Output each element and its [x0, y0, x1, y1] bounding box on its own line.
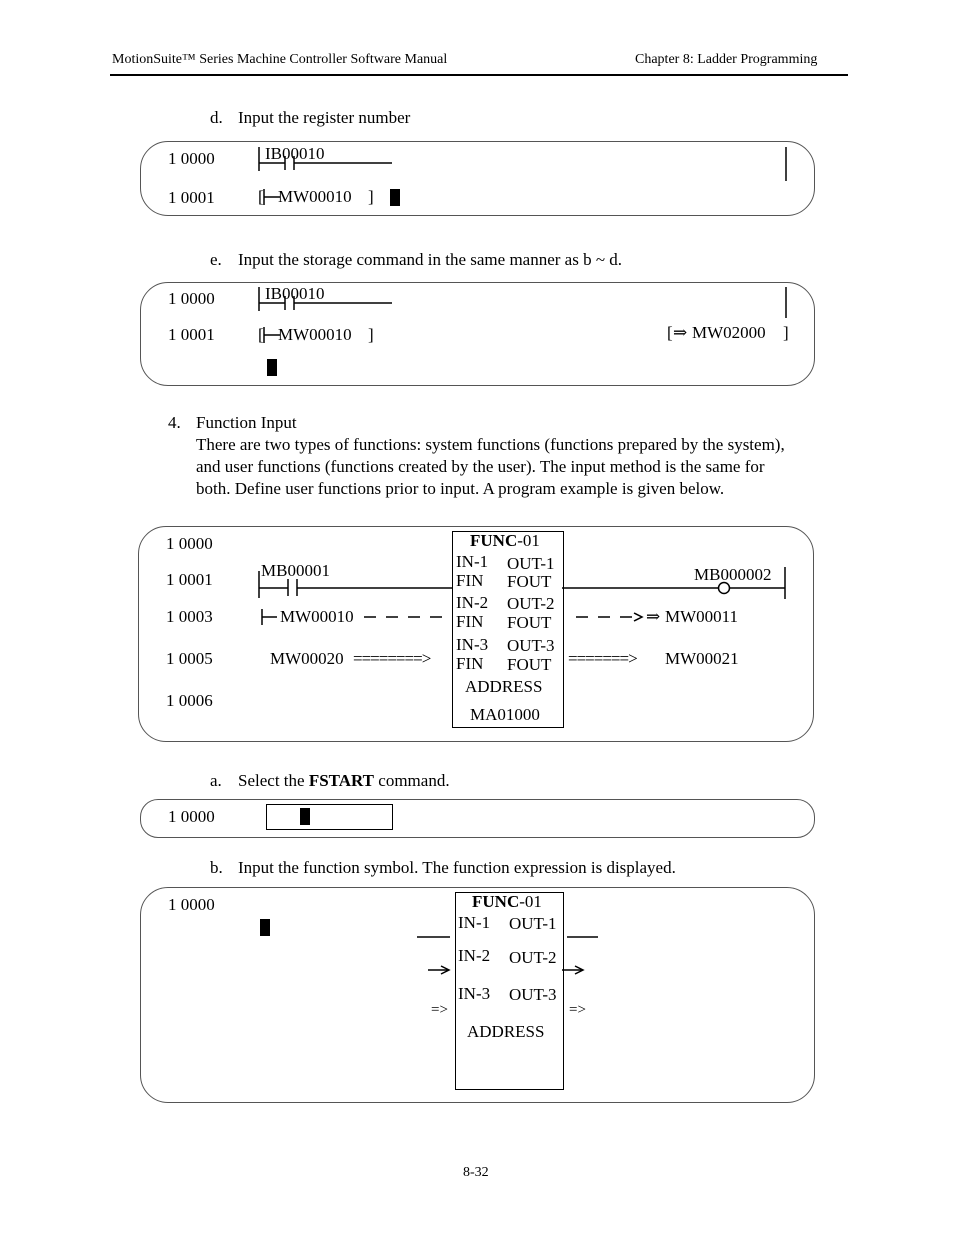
function-address-label: ADDRESS: [467, 1022, 545, 1041]
step-a-text: Select the FSTART command.: [238, 771, 450, 790]
row-number: 1 0000: [168, 289, 215, 308]
section-paragraph-line: There are two types of functions: system functions (functions prepared by the system),: [196, 435, 785, 454]
row-number: 1 0000: [168, 895, 215, 914]
row-number: 1 0006: [166, 691, 213, 710]
function-name: FUNC-01: [472, 892, 542, 911]
function-port: OUT-1: [507, 554, 555, 573]
function-port: FIN: [456, 571, 484, 590]
contact-label: MB00001: [261, 561, 330, 580]
function-port: IN-2: [458, 946, 491, 965]
step-e-label: e.: [210, 250, 222, 269]
store-open-bracket: [: [667, 323, 673, 342]
section-number: 4.: [168, 413, 181, 432]
function-port: OUT-3: [509, 985, 557, 1004]
function-port: IN-1: [456, 552, 489, 571]
store-register: MW02000: [692, 323, 766, 342]
in3-arrow: =>: [431, 1002, 448, 1018]
load-close-bracket: ]: [368, 325, 374, 344]
function-port: OUT-3: [507, 636, 555, 655]
function-port: IN-2: [456, 593, 489, 612]
in2-register: MW00010: [280, 607, 354, 626]
arrow-icon: [634, 613, 642, 621]
out3-arrow: =>: [569, 1002, 586, 1018]
store-close-bracket: ]: [783, 323, 789, 342]
step-d-text: Input the register number: [238, 108, 411, 127]
step-b-text: Input the function symbol. The function expression is displayed.: [238, 858, 676, 877]
row-number: 1 0005: [166, 649, 213, 668]
function-port: FIN: [456, 612, 484, 631]
coil-icon: [719, 583, 730, 594]
row-number: 1 0000: [168, 149, 215, 168]
row-number: 1 0001: [166, 570, 213, 589]
contact-label: IB00010: [265, 284, 325, 303]
section-title: Function Input: [196, 413, 297, 432]
section-paragraph-line: both. Define user functions prior to input. A program example is given below.: [196, 479, 725, 498]
row-number: 1 0001: [168, 188, 215, 207]
step-d-label: d.: [210, 108, 223, 127]
store-arrow: ⇒: [673, 323, 688, 342]
in3-arrow: ========>: [353, 649, 431, 668]
page-number: 8-32: [463, 1165, 489, 1180]
row-number: 1 0001: [168, 325, 215, 344]
function-port: IN-3: [458, 984, 491, 1003]
contact-label: IB00010: [265, 144, 325, 163]
section-paragraph-line: and user functions (functions created by the user). The input method is the same for: [196, 457, 765, 476]
function-port: IN-1: [458, 913, 491, 932]
function-name: FUNC-01: [470, 531, 540, 550]
function-port: IN-3: [456, 635, 489, 654]
header-manual-title: MotionSuite™ Series Machine Controller Software Manual: [112, 52, 448, 67]
step-b-label: b.: [210, 858, 223, 877]
row-number: 1 0000: [168, 807, 215, 826]
function-port: FOUT: [507, 613, 552, 632]
load-open-bracket: [: [258, 325, 264, 344]
step-a-label: a.: [210, 771, 222, 790]
load-register: MW00010: [278, 325, 352, 344]
function-port: OUT-2: [509, 948, 557, 967]
out3-arrow: =======>: [568, 649, 637, 668]
function-port: FIN: [456, 654, 484, 673]
header-chapter: Chapter 8: Ladder Programming: [635, 52, 818, 67]
load-open-bracket: [: [258, 187, 264, 206]
row-number: 1 0003: [166, 607, 213, 626]
out3-register: MW00021: [665, 649, 739, 668]
in3-register: MW00020: [270, 649, 344, 668]
load-register: MW00010: [278, 187, 352, 206]
function-port: FOUT: [507, 572, 552, 591]
out2-register: MW00011: [665, 607, 739, 626]
function-port: OUT-2: [507, 594, 555, 613]
function-port: OUT-1: [509, 914, 557, 933]
row-number: 1 0000: [166, 534, 213, 553]
function-port: FOUT: [507, 655, 552, 674]
function-address-label: ADDRESS: [465, 677, 543, 696]
load-close-bracket: ]: [368, 187, 374, 206]
function-address-value: MA01000: [470, 705, 540, 724]
step-e-text: Input the storage command in the same manner as b ~ d.: [238, 250, 623, 269]
coil-label: MB000002: [694, 565, 772, 584]
out2-arrow: ⇒: [646, 607, 661, 626]
